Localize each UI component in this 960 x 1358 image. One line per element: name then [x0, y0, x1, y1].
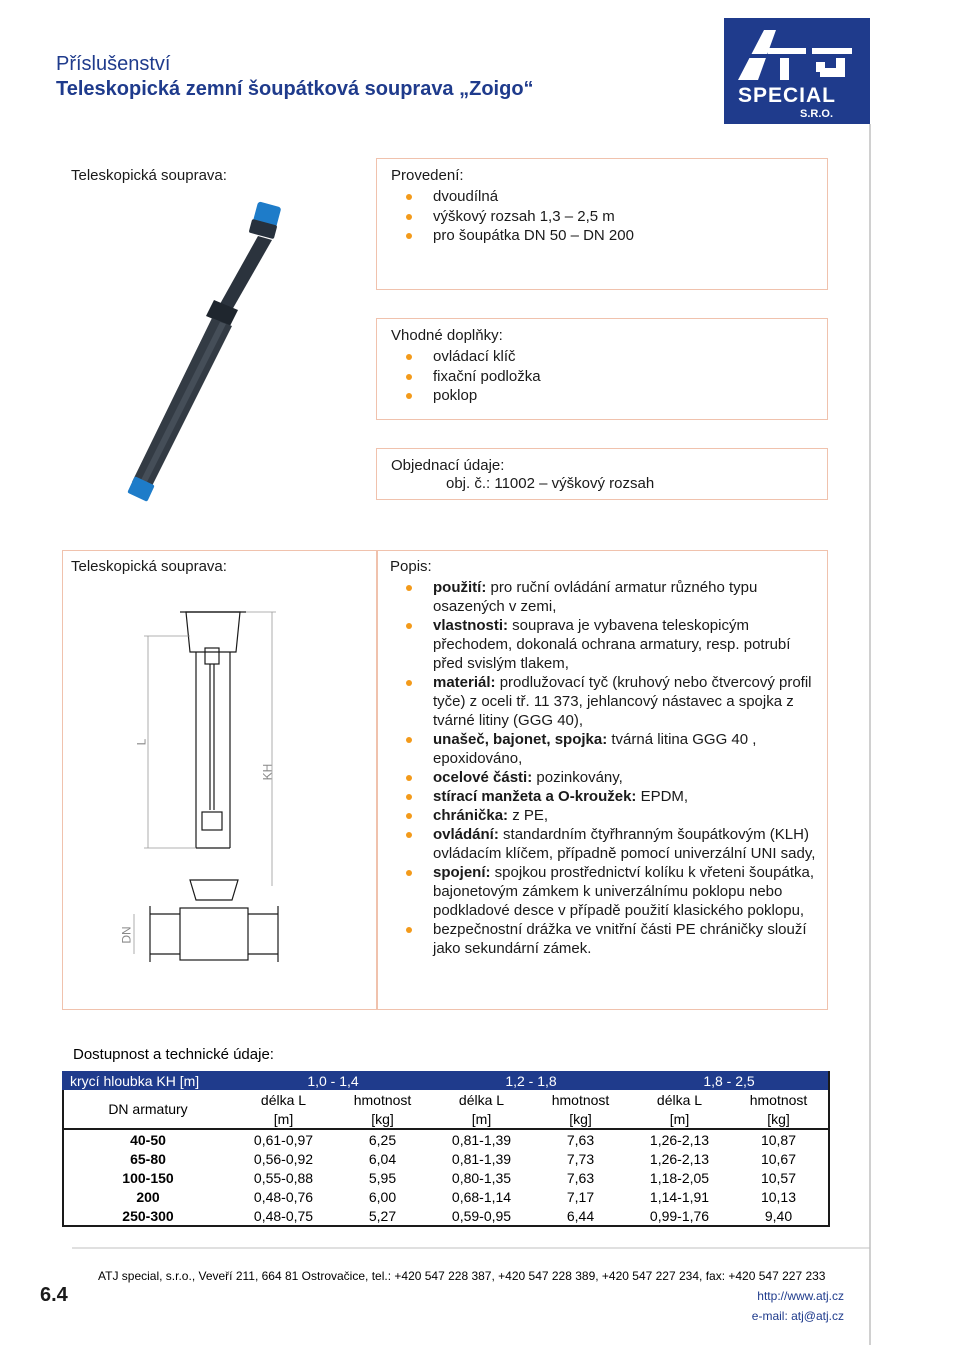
atj-logo-icon [724, 18, 870, 124]
item-key: vlastnosti: [433, 617, 509, 634]
footer-company: ATJ special, s.r.o. [98, 1269, 192, 1283]
table-cell: 0,61-0,97 [253, 1131, 314, 1148]
item-text: bezpečnostní drážka ve vnitřní části PE chráničky slouží jako sekundární zámek. [433, 921, 807, 957]
list-item: dvoudílná [377, 187, 634, 207]
table-cell: 7,63 [566, 1131, 595, 1148]
item-text: prodlužovací tyč (kruhový nebo čtvercový profil tyče) z oceli tř. 11 373, jehlancový nástavec a spojka z tvárné litiny (GGG 40), [433, 674, 812, 729]
provedeni-list [377, 187, 634, 246]
table-cell: 10,67 [760, 1150, 797, 1167]
list-item: pro šoupátka DN 50 – DN 200 [377, 226, 634, 246]
section1-label: Teleskopická souprava: [71, 167, 227, 184]
table-cell: 7,63 [566, 1169, 595, 1186]
list-item [376, 920, 816, 958]
logo-suffix: S.R.O. [800, 108, 834, 120]
telescopic-set-photo [120, 200, 290, 510]
popis-heading: Popis: [390, 558, 432, 575]
item-key: materiál: [433, 674, 496, 691]
provedeni-box [376, 158, 828, 290]
item-key: unašeč, bajonet, spojka: [433, 731, 608, 748]
table-row [62, 1187, 828, 1206]
table-cell: 5,27 [368, 1207, 397, 1224]
footer-fax-label: fax [705, 1269, 722, 1283]
company-logo [724, 18, 870, 124]
list-item [376, 616, 816, 673]
table-cell: 0,99-1,76 [649, 1207, 710, 1224]
table-cell: 1,18-2,05 [649, 1169, 710, 1186]
item-key: stírací manžeta a O-kroužek: [433, 788, 637, 805]
category-title: Příslušenství [56, 53, 171, 75]
table-cell: 9,40 [764, 1207, 793, 1224]
item-text: EPDM, [636, 788, 689, 805]
table-heading: Dostupnost a technické údaje: [73, 1046, 274, 1063]
footer-tel-label: tel. [371, 1269, 388, 1283]
footer-web-link[interactable]: http://www.atj.cz [757, 1289, 844, 1303]
item-text: spojkou prostřednictví kolíku k vřeteni šoupátka, bajonetovým zámkem k univerzálnímu poklopu nebo podkladové desce v případě použití klasického poklopu, [433, 864, 815, 919]
list-item [376, 578, 816, 616]
unit: [m] [471, 1110, 492, 1127]
table-cell: 6,25 [368, 1131, 397, 1148]
unit: [m] [669, 1110, 690, 1127]
col-header: hmotnost [551, 1091, 610, 1108]
list-item [376, 673, 816, 730]
table-cell: 1,26-2,13 [649, 1150, 710, 1167]
table-cell: 1,14-1,91 [649, 1188, 710, 1205]
item-key: chránička: [433, 807, 509, 824]
drawing-label-kh: KH [260, 763, 275, 781]
doplnky-heading: Vhodné doplňky: [391, 327, 503, 344]
list-item [376, 768, 816, 787]
item-text: pozinkovány, [532, 769, 623, 786]
table-cell: 0,81-1,39 [451, 1150, 512, 1167]
footer-address: , Veveří 211, 664 81 Ostrovačice, [191, 1269, 372, 1283]
table-cell: 0,59-0,95 [451, 1207, 512, 1224]
doplnky-box [376, 318, 828, 420]
kh-label: krycí hloubka KH [m] [62, 1071, 234, 1090]
section2-label: Teleskopická souprava: [71, 558, 227, 575]
list-item [376, 787, 816, 806]
logo-special-text: SPECIAL [738, 84, 837, 107]
item-text: standardním čtyřhranným šoupátkovým (KLH) ovládacím klíčem, případně pomocí univerzální UNI sady, [433, 826, 816, 862]
item-key: ocelové části: [433, 769, 533, 786]
table-cell: 7,17 [566, 1188, 595, 1205]
item-text: tvárná litina GGG 40 , epoxidováno, [433, 731, 757, 767]
list-item [376, 863, 816, 920]
dn-cell: 200 [136, 1188, 160, 1205]
col-header: hmotnost [749, 1091, 808, 1108]
list-item: výškový rozsah 1,3 – 2,5 m [377, 207, 634, 227]
table-row [62, 1071, 828, 1090]
table-cell: 10,13 [760, 1188, 797, 1205]
unit: [kg] [371, 1110, 394, 1127]
list-item: poklop [377, 386, 541, 406]
drawing-label-l: L [134, 738, 149, 746]
table-row [62, 1206, 828, 1225]
table-cell: 0,56-0,92 [253, 1150, 314, 1167]
technical-drawing [110, 590, 350, 990]
list-item [376, 825, 816, 863]
col-header: délka L [458, 1091, 505, 1108]
table-cell: 10,57 [760, 1169, 797, 1186]
objednaci-heading: Objednací údaje: [391, 457, 505, 474]
provedeni-heading: Provedení: [391, 167, 464, 184]
page-title: Teleskopická zemní šoupátková souprava „Zoigo“ [56, 78, 534, 100]
item-text: souprava je vybavena teleskopicým přechodem, dokonalá ochrana armatury, resp. potrubí před svislým tlakem, [433, 617, 791, 672]
col-header: hmotnost [353, 1091, 412, 1108]
table-row [62, 1149, 828, 1168]
objednaci-box [376, 448, 828, 500]
table-row [62, 1168, 828, 1187]
unit: [m] [273, 1110, 294, 1127]
unit: [kg] [569, 1110, 592, 1127]
table-cell: 0,80-1,35 [451, 1169, 512, 1186]
item-key: ovládání: [433, 826, 499, 843]
table-cell: 0,55-0,88 [253, 1169, 314, 1186]
list-item [376, 730, 816, 768]
table-cell: 5,95 [368, 1169, 397, 1186]
footer-tel: : +420 547 228 387, +420 547 228 389, +420 547 227 234, [387, 1269, 706, 1283]
list-item: fixační podložka [377, 367, 541, 387]
range-header: 1,8 - 2,5 [630, 1071, 828, 1090]
drawing-label-dn: DN [119, 926, 134, 944]
dn-cell: 40-50 [130, 1131, 166, 1148]
footer-email-link[interactable]: e-mail: atj@atj.cz [751, 1309, 844, 1323]
dn-label: DN armatury [108, 1101, 188, 1117]
table-cell: 7,73 [566, 1150, 595, 1167]
item-key: spojení: [433, 864, 491, 881]
dn-cell: 100-150 [122, 1169, 174, 1186]
item-text: z PE, [508, 807, 549, 824]
range-header: 1,0 - 1,4 [234, 1071, 432, 1090]
table-cell: 1,26-2,13 [649, 1131, 710, 1148]
item-text: pro ruční ovládání armatur různého typu osazených v zemi, [433, 579, 758, 615]
dn-cell: 65-80 [130, 1150, 166, 1167]
footer-contact [98, 1269, 825, 1283]
table-cell: 6,44 [566, 1207, 595, 1224]
item-key: použití: [433, 579, 487, 596]
col-header: délka L [260, 1091, 307, 1108]
spec-table [62, 1071, 828, 1225]
list-item: ovládací klíč [377, 347, 541, 367]
list-item [376, 806, 816, 825]
doplnky-list [377, 347, 541, 406]
table-row [62, 1090, 828, 1109]
table-body [62, 1129, 828, 1225]
table-cell: 0,48-0,75 [253, 1207, 314, 1224]
page-number: 6.4 [40, 1284, 68, 1306]
order-number: obj. č.: 11002 – výškový rozsah [446, 475, 655, 492]
table-cell: 6,00 [368, 1188, 397, 1205]
unit: [kg] [767, 1110, 790, 1127]
col-header: délka L [656, 1091, 703, 1108]
footer-fax: : +420 547 227 233 [721, 1269, 826, 1283]
table-cell: 0,81-1,39 [451, 1131, 512, 1148]
table-cell: 0,48-0,76 [253, 1188, 314, 1205]
range-header: 1,2 - 1,8 [432, 1071, 630, 1090]
popis-list [376, 578, 816, 958]
table-cell: 6,04 [368, 1150, 397, 1167]
dn-cell: 250-300 [122, 1207, 174, 1224]
table-row [62, 1129, 828, 1149]
table-cell: 0,68-1,14 [451, 1188, 512, 1205]
table-cell: 10,87 [760, 1131, 797, 1148]
